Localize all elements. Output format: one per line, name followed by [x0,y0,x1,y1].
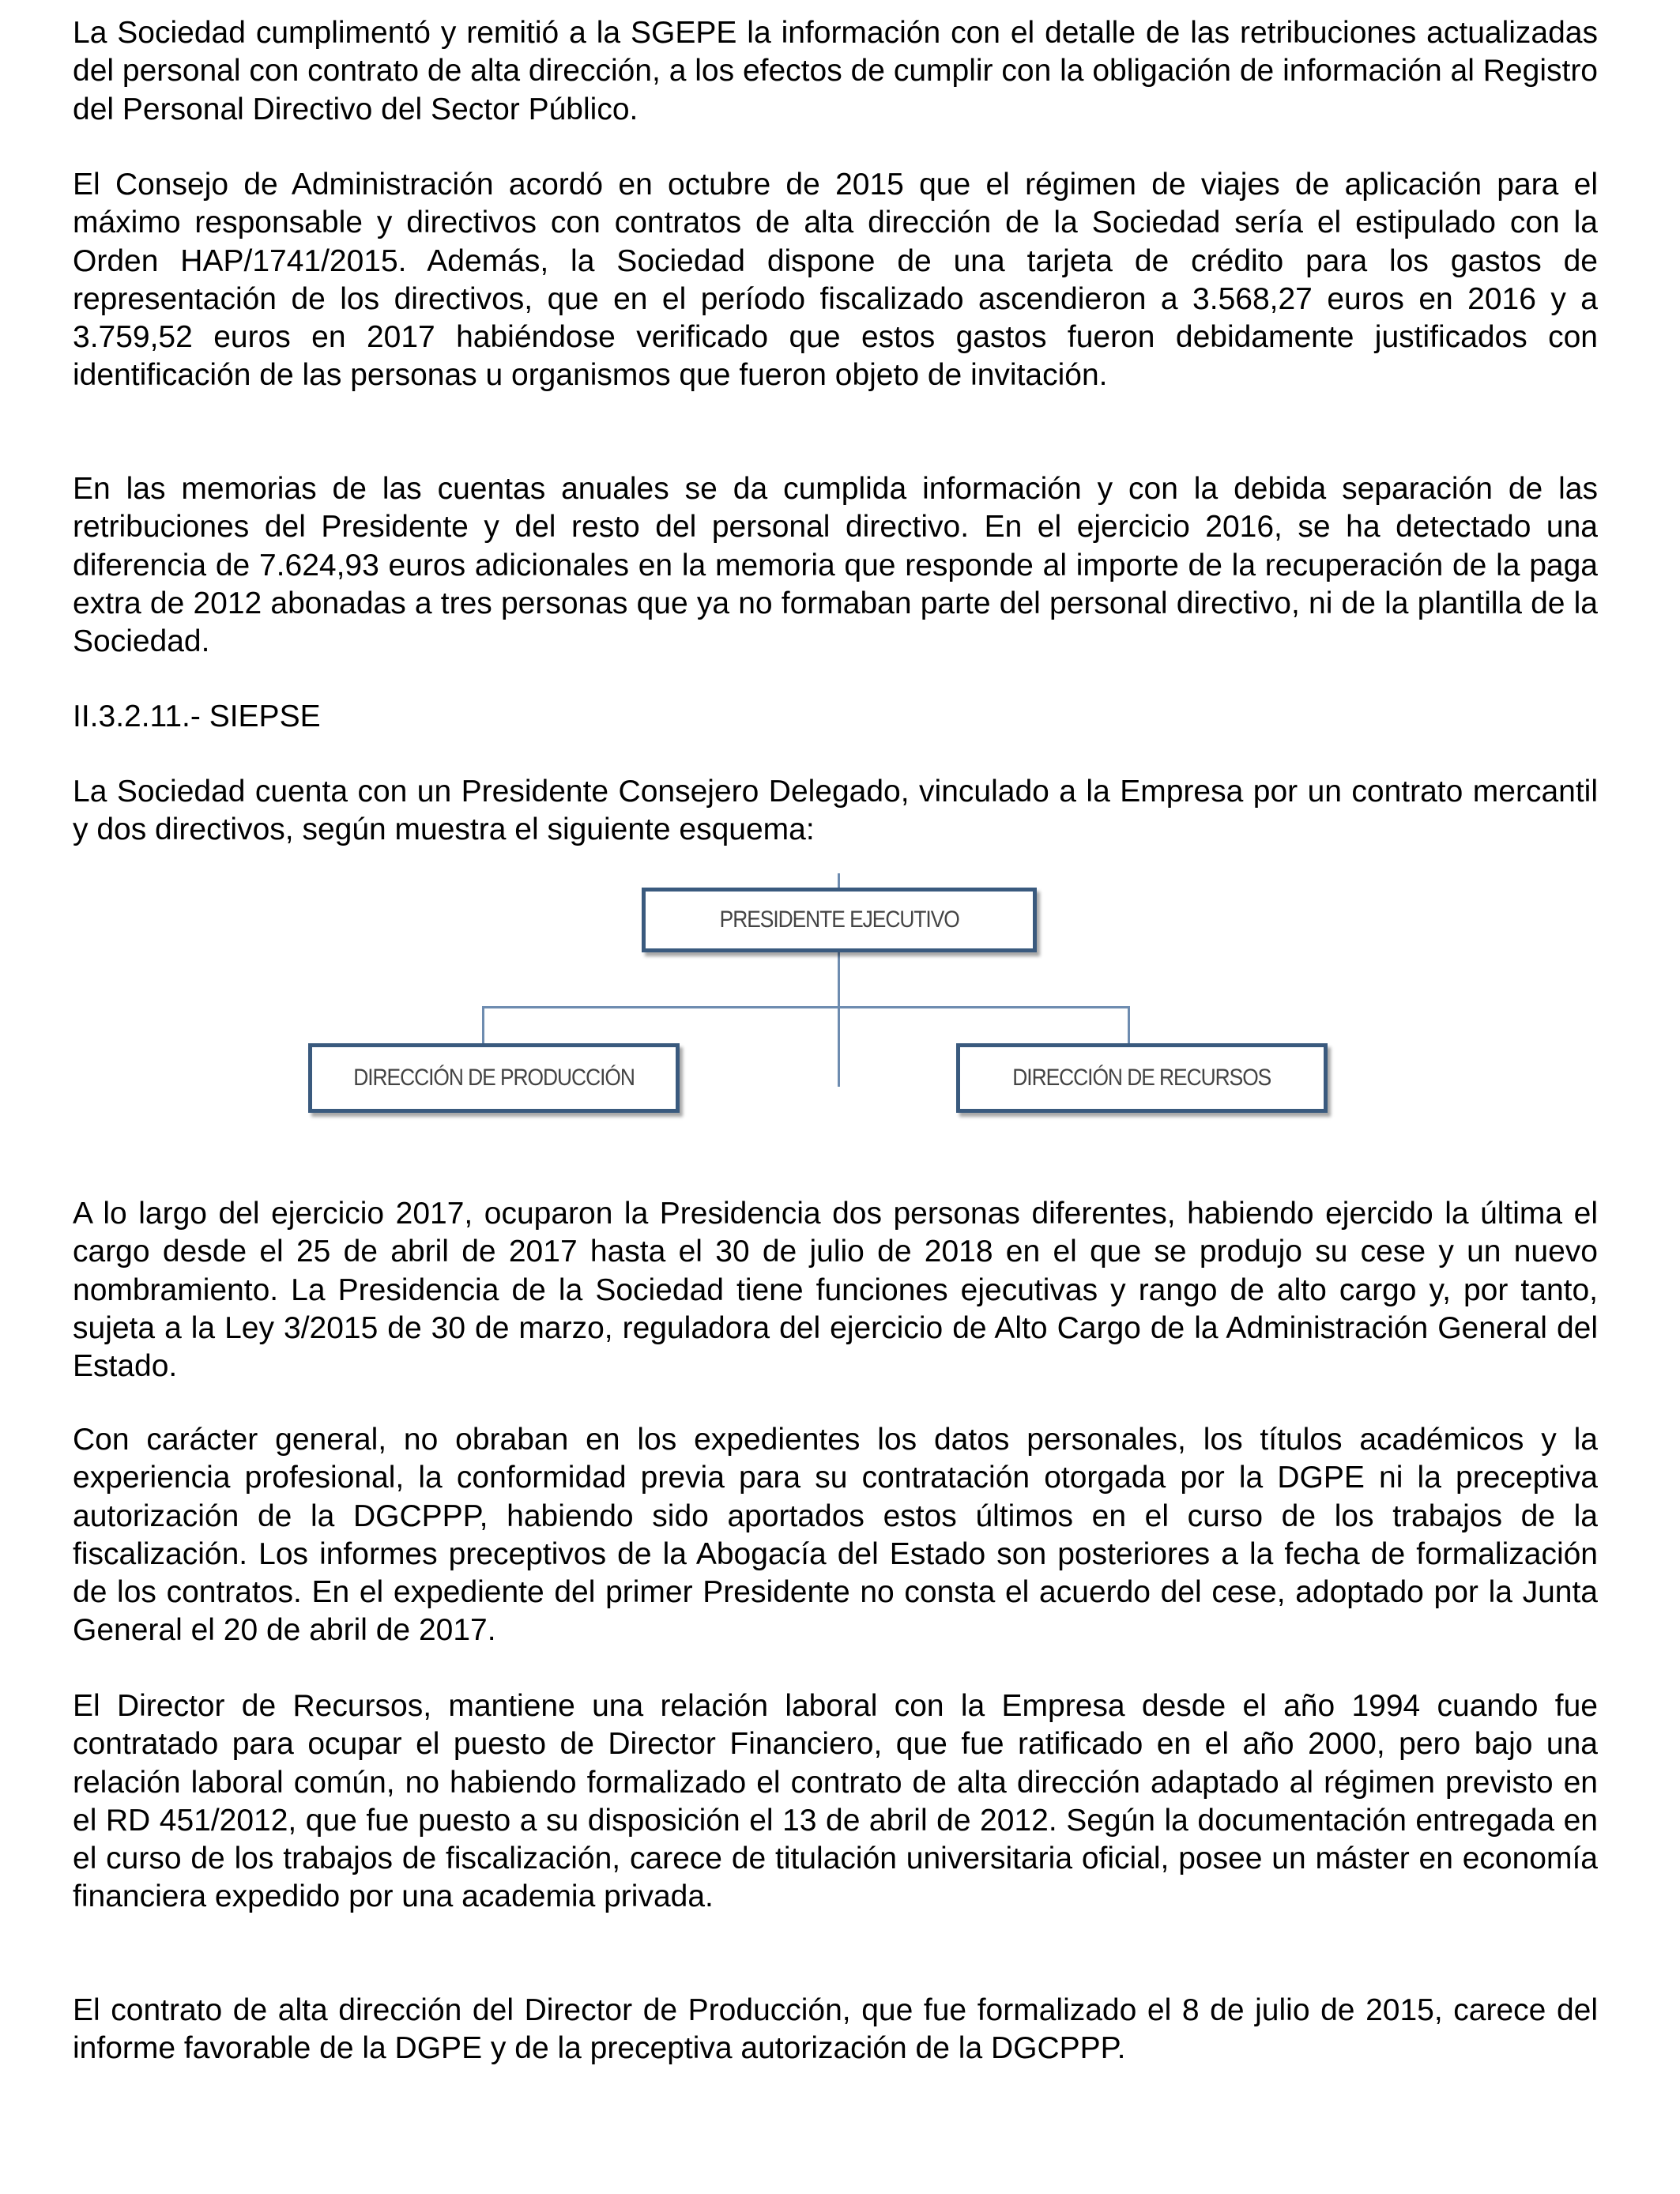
paragraph-files-general: Con carácter general, no obraban en los expedientes los datos personales, los títulos académicos y la experiencia profesional, la conformidad previa para su contratación otorgada por la DGPE ni la preceptiva autorización de la DGCPPP, habiendo sido aportados estos últimos en el curso de los trabajos de la fiscalización. Los informes preceptivos de la Abogacía del Estado son posteriores a la fecha de formalización de los contratos. En el expediente del primer Presidente no consta el acuerdo del cese, adoptado por la Junta General el 20 de abril de 2017. [73,1423,1598,1648]
paragraph-production-director: El contrato de alta dirección del Director de Producción, que fue formalizado el 8 de julio de 2015, carece del informe favorable de la DGPE y de la preceptiva autorización de la DGCPPP. [73,1993,1598,2066]
connector-vertical [838,952,840,1087]
paragraph-sgepe-information: La Sociedad cumplimentó y remitió a la SGEPE la información con el detalle de las retribuciones actualizadas del personal con contrato de alta dirección, a los efectos de cumplir con la obligación de información al Registro del Personal Directivo del Sector Público. [73,16,1598,126]
org-chart [300,873,1343,1134]
paragraph-travel-regime: El Consejo de Administración acordó en octubre de 2015 que el régimen de viajes de aplicación para el máximo responsable y directivos con contratos de alta dirección de la Sociedad sería el estipulado con la Orden HAP/1741/2015. Además, la Sociedad dispone de una tarjeta de crédito para los gastos de representación de los directivos, que en el período fiscalizado ascendieron a 3.568,27 euros en 2016 y a 3.759,52 euros en 2017 habiéndose verificado que estos gastos fueron debidamente justificados con identificación de las personas u organismos que fueron objeto de invitación. [73,168,1598,393]
paragraph-resources-director: El Director de Recursos, mantiene una relación laboral con la Empresa desde el año 1994 cuando fue contratado para ocupar el puesto de Director Financiero, que fue ratificado en el año 2000, pero bajo una relación laboral común, no habiendo formalizado el contrato de alta dirección adaptado al régimen previsto en el RD 451/2012, que fue puesto a su disposición el 13 de abril de 2012. Según la documentación entregada en el curso de los trabajos de fiscalización, carece de titulación universitaria oficial, posee un máster en economía financiera expedido por una academia privada. [73,1689,1598,1914]
connector-top-stub [838,873,840,888]
connector-left-drop [482,1006,484,1047]
paragraph-presidency-2017: A lo largo del ejercicio 2017, ocuparon la Presidencia dos personas diferentes, habiendo ejercido la última el cargo desde el 25 de abril de 2017 hasta el 30 de julio de 2018 en el que se produjo su cese y un nuevo nombramiento. La Presidencia de la Sociedad tiene funciones ejecutivas y rango de alto cargo y, por tanto, sujeta a la Ley 3/2015 de 30 de marzo, reguladora del ejercicio de Alto Cargo de la Administración General del Estado. [73,1197,1598,1384]
org-box-resources [956,1043,1328,1113]
connector-horizontal [482,1006,1130,1008]
org-box-production-label: DIRECCIÓN DE PRODUCCIÓN [353,1065,635,1091]
org-box-production [308,1043,680,1113]
connector-right-drop [1128,1006,1130,1047]
org-box-president [642,888,1037,952]
section-heading-siepse: II.3.2.11.- SIEPSE [73,699,321,733]
paragraph-annual-accounts: En las memorias de las cuentas anuales se da cumplida información y con la debida separación de las retribuciones del Presidente y del resto del personal directivo. En el ejercicio 2016, se ha detectado una diferencia de 7.624,93 euros adicionales en la memoria que responde al importe de la recuperación de la paga extra de 2012 abonadas a tres personas que ya no formaban parte del personal directivo, ni de la plantilla de la Sociedad. [73,472,1598,659]
org-box-president-label: PRESIDENTE EJECUTIVO [719,907,959,933]
org-box-resources-label: DIRECCIÓN DE RECURSOS [1012,1065,1271,1091]
paragraph-company-structure: La Sociedad cuenta con un Presidente Consejero Delegado, vinculado a la Empresa por un contrato mercantil y dos directivos, según muestra el siguiente esquema: [73,775,1598,847]
